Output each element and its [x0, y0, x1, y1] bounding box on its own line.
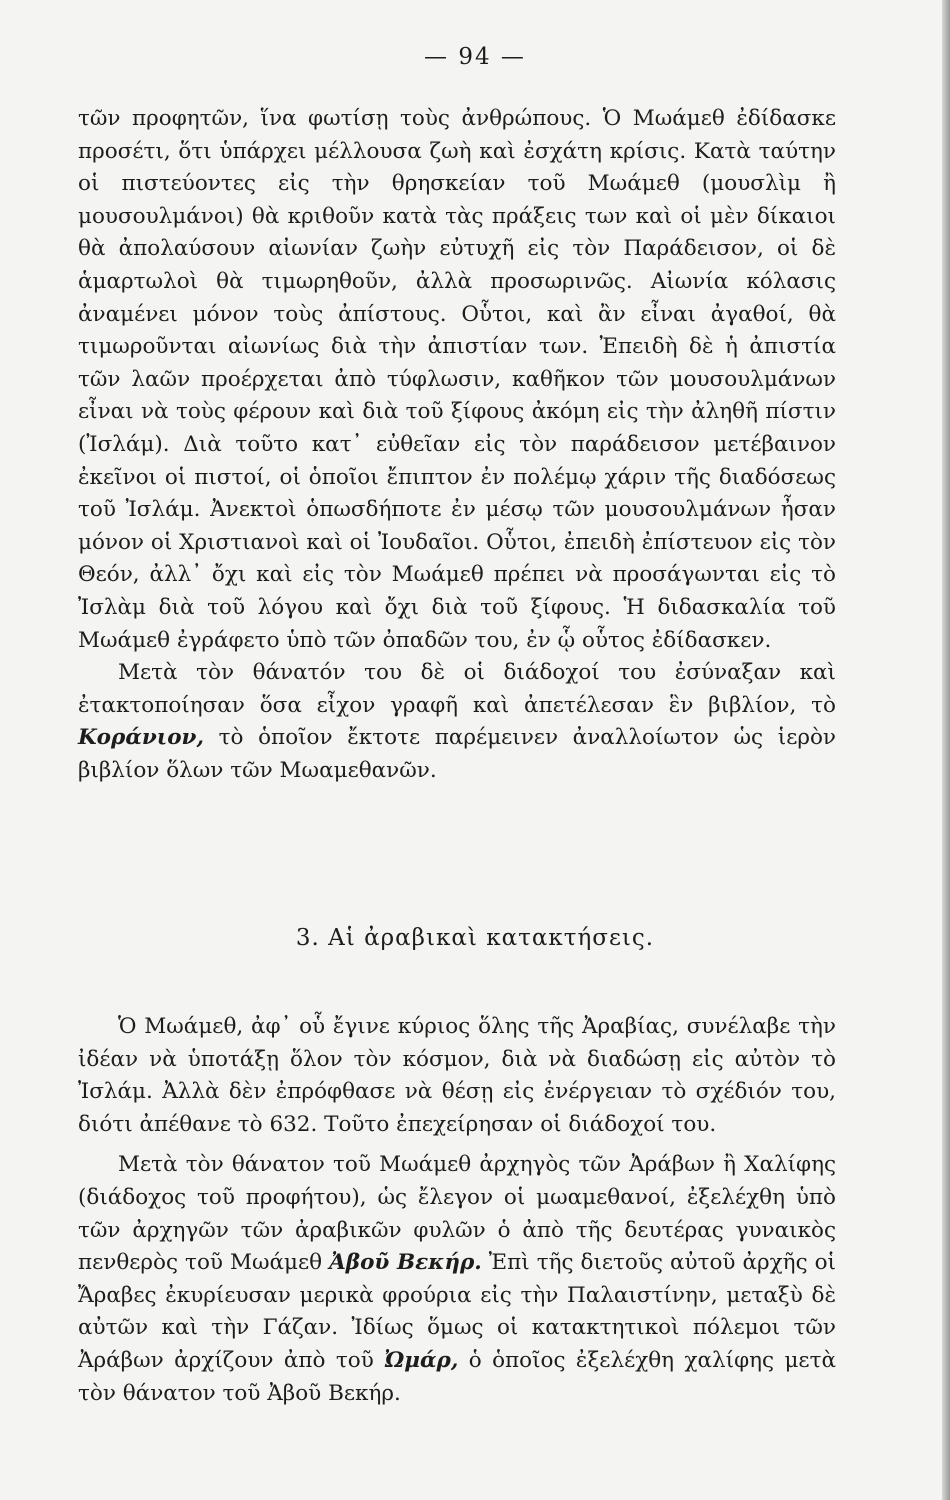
- paragraph-koran: [78, 657, 836, 787]
- page-number: — 94 —: [424, 44, 526, 70]
- caliphs-text-2: Ἐπὶ τῆς διετοῦς αὐτοῦ ἀρχῆς οἱ Ἄραβες ἐκυρίευσαν μερικὰ φρούρια εἰς τὴν Παλαιστίνην, μεταξὺ δὲ αὐτῶν καὶ τὴν Γάζαν. Ἰδίως ὅμως οἱ κατακτητικοὶ πόλεμοι τῶν Ἀράβων ἀρχίζουν ἀπὸ τοῦ: [78, 1250, 836, 1373]
- koran-text-start: Μετὰ τὸν θάνατόν του δὲ οἱ διάδοχοί του ἐσύναξαν καὶ ἐτακτοποίησαν ὅσα εἶχον γραφῆ καὶ ἀπετέλεσαν ἓν βιβλίον, τὸ: [78, 660, 836, 718]
- text-block-bottom: [78, 1011, 836, 1410]
- caliphs-text-3: ὁ ὁποῖος ἐξελέχθη χαλίφης μετὰ τὸν θάνατον τοῦ Ἀβοῦ Βεκήρ.: [78, 1347, 836, 1406]
- caliphs-text-1: Μετὰ τὸν θάνατον τοῦ Μωάμεθ ἀρχηγὸς τῶν Ἀράβων ἢ Χαλίφης (διάδοχος τοῦ προφήτου), ὡς ἔλεγον οἱ μωαμεθανοί, ἐξελέχθη ὑπὸ τῶν ἀρχηγῶν τῶν ἀραβικῶν φυλῶν ὁ ἀπὸ τῆς δευτέρας γυναικὸς πενθερὸς τοῦ Μωάμεθ: [78, 1152, 836, 1276]
- section-heading: 3. Αἱ ἀραβικαὶ κατακτήσεις.: [295, 925, 655, 951]
- paragraph-prophets: τῶν προφητῶν, ἵνα φωτίσῃ τοὺς ἀνθρώπους. Ὁ Μωάμεθ ἐδίδασκε προσέτι, ὅτι ὑπάρχει μέλλουσα ζωὴ καὶ ἐσχάτη κρίσις. Κατὰ ταύτην οἱ πιστεύοντες εἰς τὴν θρησκείαν τοῦ Μωάμεθ (μουσλὶμ ἢ μουσουλμάνοι) θὰ κριθοῦν κατὰ τὰς πράξεις των καὶ οἱ μὲν δίκαιοι θὰ ἀπολαύσουν αἰωνίαν ζωὴν εὐτυχῆ εἰς τὸν Παράδεισον, οἱ δὲ ἁμαρτωλοὶ θὰ τιμωρηθοῦν, ἀλλὰ προσωρινῶς. Αἰωνία κόλασις ἀναμένει μόνον τοὺς ἀπίστους. Οὗτοι, καὶ ἂν εἶναι ἀγαθοί, θὰ τιμωροῦνται αἰωνίως διὰ τὴν ἀπιστίαν των. Ἐπειδὴ δὲ ἡ ἀπιστία τῶν λαῶν προέρχεται ἀπὸ τύφλωσιν, καθῆκον τῶν μουσουλμάνων εἶναι νὰ τοὺς φέρουν καὶ διὰ τοῦ ξίφους ἀκόμη εἰς τὴν ἀληθῆ πίστιν (Ἰσλάμ). Διὰ τοῦτο κατ᾿ εὐθεῖαν εἰς τὸν παράδεισον μετέβαινον ἐκεῖνοι οἱ πιστοί, οἱ ὁποῖοι ἔπιπτον ἐν πολέμῳ χάριν τῆς διαδόσεως τοῦ Ἰσλάμ. Ἀνεκτοὶ ὁπωσδήποτε ἐν μέσῳ τῶν μουσουλμάνων ἦσαν μόνον οἱ Χριστιανοὶ καὶ οἱ Ἰουδαῖοι. Οὗτοι, ἐπειδὴ ἐπίστευον εἰς τὸν Θεόν, ἀλλ᾿ ὄχι καὶ εἰς τὸν Μωάμεθ πρέπει νὰ προσάγωνται εἰς τὸ Ἰσλὰμ διὰ τοῦ λόγου καὶ ὄχι διὰ τοῦ ξίφους. Ἡ διδασκαλία τοῦ Μωάμεθ ἐγράφετο ὑπὸ τῶν ὀπαδῶν του, ἐν ᾧ οὗτος ἐδίδασκεν.: [78, 106, 836, 653]
- koran-term: Κοράνιον,: [78, 725, 204, 751]
- page-edge-shadow: [942, 0, 950, 1500]
- paragraph-conquest-plan: Ὁ Μωάμεθ, ἀφ᾿ οὗ ἔγινε κύριος ὅλης τῆς Ἀραβίας, συνέλαβε τὴν ἰδέαν νὰ ὑποτάξῃ ὅλον τὸν κόσμον, διὰ νὰ διαδώσῃ εἰς αὐτὸν τὸ Ἰσλάμ. Ἀλλὰ δὲν ἐπρόφθασε νὰ θέσῃ εἰς ἐνέργειαν τὸ σχέδιόν του, διότι ἀπέθανε τὸ 632. Τοῦτο ἐπεχείρησαν οἱ διάδοχοί του.: [78, 1014, 836, 1137]
- koran-text-end: τὸ ὁποῖον ἔκτοτε παρέμεινεν ἀναλλοίωτον ὡς ἱερὸν βιβλίον ὅλων τῶν Μωαμεθανῶν.: [78, 725, 836, 783]
- text-block-top: [78, 103, 836, 787]
- name-omar: Ὠμάρ,: [384, 1347, 459, 1373]
- paragraph-caliphs: [78, 1149, 836, 1410]
- name-abu-bakr: Ἀβοῦ Βεκήρ.: [329, 1250, 482, 1276]
- paragraph-gap: [78, 1141, 836, 1149]
